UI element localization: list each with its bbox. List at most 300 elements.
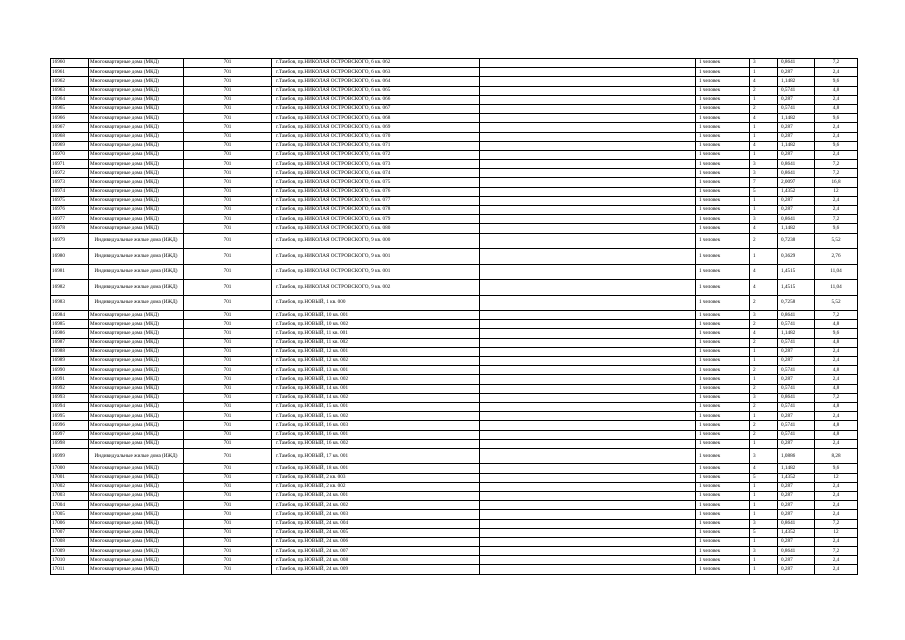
record-id-cell: 16979: [51, 233, 89, 249]
building-type-cell: Индивидуальные жилые дома (ИЖД): [89, 295, 184, 311]
coefficient-cell: 0,287: [778, 132, 815, 141]
address-cell: г.Тамбов, пр.НОВЫЙ, 1 кв. 000: [272, 295, 480, 311]
unit-cell: 1 человек: [696, 393, 750, 402]
quantity-cell: 4: [750, 464, 778, 473]
unit-cell: 1 человек: [696, 95, 750, 104]
address-cell: г.Тамбов, пр.НИКОЛАЯ ОСТРОВСКОГО, 9 кв. 000: [272, 233, 480, 249]
address-cell: г.Тамбов, пр.НОВЫЙ, 14 кв. 001: [272, 384, 480, 393]
address-cell: г.Тамбов, пр.НОВЫЙ, 18 кв. 001: [272, 464, 480, 473]
blank-cell: [480, 473, 696, 482]
coefficient-cell: 2,0097: [778, 178, 815, 187]
record-id-cell: 17005: [51, 510, 89, 519]
quantity-cell: 1: [750, 150, 778, 159]
address-cell: г.Тамбов, пр.НИКОЛАЯ ОСТРОВСКОГО, 6 кв. 068: [272, 114, 480, 123]
total-cell: 8,28: [815, 448, 858, 464]
building-type-cell: Многоквартирные дома (МКД): [89, 169, 184, 178]
blank-cell: [480, 528, 696, 537]
address-cell: г.Тамбов, пр.НОВЫЙ, 24 кв. 006: [272, 537, 480, 546]
address-cell: г.Тамбов, пр.НОВЫЙ, 12 кв. 001: [272, 347, 480, 356]
blank-cell: [480, 233, 696, 249]
unit-cell: 1 человек: [696, 556, 750, 565]
quantity-cell: 2: [750, 295, 778, 311]
coefficient-cell: 0,287: [778, 150, 815, 159]
unit-cell: 1 человек: [696, 439, 750, 448]
blank-cell: [480, 77, 696, 86]
unit-cell: 1 человек: [696, 421, 750, 430]
code-cell: 701: [184, 233, 272, 249]
address-cell: г.Тамбов, пр.НОВЫЙ, 2 кв. 003: [272, 473, 480, 482]
record-id-cell: 16995: [51, 412, 89, 421]
blank-cell: [480, 384, 696, 393]
blank-cell: [480, 295, 696, 311]
address-cell: г.Тамбов, пр.НОВЫЙ, 24 кв. 001: [272, 491, 480, 500]
coefficient-cell: 1,1482: [778, 114, 815, 123]
coefficient-cell: 1,1482: [778, 464, 815, 473]
blank-cell: [480, 510, 696, 519]
code-cell: 701: [184, 280, 272, 296]
unit-cell: 1 человек: [696, 114, 750, 123]
unit-cell: 1 человек: [696, 384, 750, 393]
coefficient-cell: 0,287: [778, 206, 815, 215]
total-cell: 11,04: [815, 264, 858, 280]
code-cell: 701: [184, 104, 272, 113]
table-row: [51, 132, 858, 141]
table-row: [51, 77, 858, 86]
address-cell: г.Тамбов, пр.НОВЫЙ, 11 кв. 002: [272, 338, 480, 347]
blank-cell: [480, 347, 696, 356]
total-cell: 4,8: [815, 421, 858, 430]
building-type-cell: Многоквартирные дома (МКД): [89, 375, 184, 384]
blank-cell: [480, 132, 696, 141]
blank-cell: [480, 249, 696, 265]
address-cell: г.Тамбов, пр.НИКОЛАЯ ОСТРОВСКОГО, 6 кв. 077: [272, 196, 480, 205]
code-cell: 701: [184, 439, 272, 448]
address-cell: г.Тамбов, пр.НИКОЛАЯ ОСТРОВСКОГО, 6 кв. 079: [272, 215, 480, 224]
address-cell: г.Тамбов, пр.НОВЫЙ, 11 кв. 001: [272, 329, 480, 338]
unit-cell: 1 человек: [696, 347, 750, 356]
record-id-cell: 16987: [51, 338, 89, 347]
coefficient-cell: 0,287: [778, 501, 815, 510]
total-cell: 2,4: [815, 482, 858, 491]
code-cell: 701: [184, 160, 272, 169]
quantity-cell: 1: [750, 537, 778, 546]
table-row: [51, 402, 858, 411]
total-cell: 7,2: [815, 547, 858, 556]
building-type-cell: Индивидуальные жилые дома (ИЖД): [89, 264, 184, 280]
total-cell: 2,4: [815, 375, 858, 384]
code-cell: 701: [184, 366, 272, 375]
unit-cell: 1 человек: [696, 224, 750, 233]
coefficient-cell: 0,5741: [778, 338, 815, 347]
record-id-cell: 16960: [51, 59, 89, 68]
code-cell: 701: [184, 329, 272, 338]
code-cell: 701: [184, 123, 272, 132]
coefficient-cell: 0,5741: [778, 366, 815, 375]
coefficient-cell: 0,8641: [778, 215, 815, 224]
quantity-cell: 3: [750, 59, 778, 68]
unit-cell: 1 человек: [696, 59, 750, 68]
record-id-cell: 16996: [51, 421, 89, 430]
total-cell: 2,4: [815, 439, 858, 448]
total-cell: 5,52: [815, 295, 858, 311]
building-type-cell: Многоквартирные дома (МКД): [89, 59, 184, 68]
coefficient-cell: 0,8641: [778, 311, 815, 320]
blank-cell: [480, 141, 696, 150]
record-id-cell: 17002: [51, 482, 89, 491]
blank-cell: [480, 178, 696, 187]
address-cell: г.Тамбов, пр.НИКОЛАЯ ОСТРОВСКОГО, 6 кв. 075: [272, 178, 480, 187]
code-cell: 701: [184, 473, 272, 482]
address-cell: г.Тамбов, пр.НОВЫЙ, 24 кв. 008: [272, 556, 480, 565]
code-cell: 701: [184, 86, 272, 95]
building-type-cell: Многоквартирные дома (МКД): [89, 329, 184, 338]
address-cell: г.Тамбов, пр.НОВЫЙ, 13 кв. 002: [272, 375, 480, 384]
coefficient-cell: 0,287: [778, 537, 815, 546]
unit-cell: 1 человек: [696, 510, 750, 519]
coefficient-cell: 0,8641: [778, 519, 815, 528]
unit-cell: 1 человек: [696, 77, 750, 86]
blank-cell: [480, 366, 696, 375]
total-cell: 2,4: [815, 95, 858, 104]
coefficient-cell: 1,1482: [778, 141, 815, 150]
record-id-cell: 16973: [51, 178, 89, 187]
blank-cell: [480, 196, 696, 205]
address-cell: г.Тамбов, пр.НИКОЛАЯ ОСТРОВСКОГО, 6 кв. 078: [272, 206, 480, 215]
total-cell: 2,4: [815, 501, 858, 510]
coefficient-cell: 0,287: [778, 357, 815, 366]
address-cell: г.Тамбов, пр.НОВЫЙ, 15 кв. 002: [272, 412, 480, 421]
quantity-cell: 1: [750, 501, 778, 510]
code-cell: 701: [184, 249, 272, 265]
blank-cell: [480, 547, 696, 556]
quantity-cell: 2: [750, 86, 778, 95]
unit-cell: 1 человек: [696, 295, 750, 311]
unit-cell: 1 человек: [696, 402, 750, 411]
address-cell: г.Тамбов, пр.НОВЫЙ, 15 кв. 001: [272, 402, 480, 411]
table-row: [51, 412, 858, 421]
blank-cell: [480, 86, 696, 95]
code-cell: 701: [184, 430, 272, 439]
unit-cell: 1 человек: [696, 491, 750, 500]
code-cell: 701: [184, 311, 272, 320]
table-row: [51, 311, 858, 320]
quantity-cell: 3: [750, 519, 778, 528]
code-cell: 701: [184, 501, 272, 510]
unit-cell: 1 человек: [696, 448, 750, 464]
table-row: [51, 215, 858, 224]
unit-cell: 1 человек: [696, 104, 750, 113]
total-cell: 9,6: [815, 114, 858, 123]
quantity-cell: 5: [750, 473, 778, 482]
building-type-cell: Многоквартирные дома (МКД): [89, 178, 184, 187]
code-cell: 701: [184, 537, 272, 546]
total-cell: 4,8: [815, 384, 858, 393]
table-row: [51, 338, 858, 347]
table-row: [51, 264, 858, 280]
unit-cell: 1 человек: [696, 329, 750, 338]
record-id-cell: 16964: [51, 95, 89, 104]
coefficient-cell: 0,287: [778, 412, 815, 421]
unit-cell: 1 человек: [696, 169, 750, 178]
blank-cell: [480, 160, 696, 169]
total-cell: 9,6: [815, 77, 858, 86]
address-cell: г.Тамбов, пр.НИКОЛАЯ ОСТРОВСКОГО, 6 кв. 066: [272, 95, 480, 104]
unit-cell: 1 человек: [696, 565, 750, 574]
table-row: [51, 329, 858, 338]
blank-cell: [480, 280, 696, 296]
code-cell: 701: [184, 178, 272, 187]
blank-cell: [480, 402, 696, 411]
address-cell: г.Тамбов, пр.НИКОЛАЯ ОСТРОВСКОГО, 6 кв. 070: [272, 132, 480, 141]
total-cell: 2,4: [815, 196, 858, 205]
address-cell: г.Тамбов, пр.НИКОЛАЯ ОСТРОВСКОГО, 6 кв. 062: [272, 59, 480, 68]
building-type-cell: Многоквартирные дома (МКД): [89, 196, 184, 205]
code-cell: 701: [184, 547, 272, 556]
unit-cell: 1 человек: [696, 338, 750, 347]
table-row: [51, 233, 858, 249]
code-cell: 701: [184, 528, 272, 537]
record-id-cell: 16988: [51, 347, 89, 356]
blank-cell: [480, 448, 696, 464]
unit-cell: 1 человек: [696, 311, 750, 320]
coefficient-cell: 0,8641: [778, 393, 815, 402]
quantity-cell: 4: [750, 114, 778, 123]
code-cell: 701: [184, 375, 272, 384]
quantity-cell: 4: [750, 280, 778, 296]
address-cell: г.Тамбов, пр.НОВЫЙ, 14 кв. 002: [272, 393, 480, 402]
total-cell: 12: [815, 187, 858, 196]
total-cell: 2,4: [815, 68, 858, 77]
quantity-cell: 2: [750, 104, 778, 113]
blank-cell: [480, 464, 696, 473]
coefficient-cell: 0,287: [778, 491, 815, 500]
address-cell: г.Тамбов, пр.НИКОЛАЯ ОСТРОВСКОГО, 6 кв. 080: [272, 224, 480, 233]
building-type-cell: Многоквартирные дома (МКД): [89, 114, 184, 123]
total-cell: 4,8: [815, 104, 858, 113]
table-row: [51, 320, 858, 329]
blank-cell: [480, 439, 696, 448]
code-cell: 701: [184, 95, 272, 104]
coefficient-cell: 0,287: [778, 347, 815, 356]
blank-cell: [480, 375, 696, 384]
unit-cell: 1 человек: [696, 412, 750, 421]
unit-cell: 1 человек: [696, 473, 750, 482]
coefficient-cell: 1,1482: [778, 77, 815, 86]
address-cell: г.Тамбов, пр.НИКОЛАЯ ОСТРОВСКОГО, 6 кв. 069: [272, 123, 480, 132]
table-row: [51, 421, 858, 430]
building-type-cell: Многоквартирные дома (МКД): [89, 510, 184, 519]
table-body: [51, 59, 858, 575]
table-row: [51, 519, 858, 528]
quantity-cell: 1: [750, 249, 778, 265]
table-row: [51, 59, 858, 68]
coefficient-cell: 0,287: [778, 68, 815, 77]
coefficient-cell: 0,287: [778, 482, 815, 491]
unit-cell: 1 человек: [696, 547, 750, 556]
table-row: [51, 393, 858, 402]
quantity-cell: 1: [750, 347, 778, 356]
table-row: [51, 68, 858, 77]
total-cell: 4,8: [815, 402, 858, 411]
code-cell: 701: [184, 519, 272, 528]
total-cell: 2,4: [815, 565, 858, 574]
quantity-cell: 1: [750, 206, 778, 215]
code-cell: 701: [184, 206, 272, 215]
code-cell: 701: [184, 338, 272, 347]
address-cell: г.Тамбов, пр.НИКОЛАЯ ОСТРОВСКОГО, 6 кв. 074: [272, 169, 480, 178]
blank-cell: [480, 491, 696, 500]
code-cell: 701: [184, 482, 272, 491]
code-cell: 701: [184, 68, 272, 77]
quantity-cell: 2: [750, 320, 778, 329]
total-cell: 2,4: [815, 132, 858, 141]
blank-cell: [480, 482, 696, 491]
address-cell: г.Тамбов, пр.НОВЫЙ, 10 кв. 002: [272, 320, 480, 329]
building-type-cell: Многоквартирные дома (МКД): [89, 95, 184, 104]
unit-cell: 1 человек: [696, 482, 750, 491]
coefficient-cell: 1,4352: [778, 187, 815, 196]
building-type-cell: Многоквартирные дома (МКД): [89, 141, 184, 150]
total-cell: 9,6: [815, 329, 858, 338]
building-type-cell: Многоквартирные дома (МКД): [89, 132, 184, 141]
unit-cell: 1 человек: [696, 132, 750, 141]
building-type-cell: Многоквартирные дома (МКД): [89, 482, 184, 491]
total-cell: 4,8: [815, 320, 858, 329]
total-cell: 2,4: [815, 150, 858, 159]
record-id-cell: 16982: [51, 280, 89, 296]
total-cell: 2,76: [815, 249, 858, 265]
record-id-cell: 16963: [51, 86, 89, 95]
record-id-cell: 16984: [51, 311, 89, 320]
code-cell: 701: [184, 114, 272, 123]
unit-cell: 1 человек: [696, 141, 750, 150]
unit-cell: 1 человек: [696, 357, 750, 366]
quantity-cell: 2: [750, 384, 778, 393]
table-row: [51, 491, 858, 500]
building-type-cell: Индивидуальные жилые дома (ИЖД): [89, 233, 184, 249]
unit-cell: 1 человек: [696, 249, 750, 265]
building-type-cell: Многоквартирные дома (МКД): [89, 150, 184, 159]
code-cell: 701: [184, 77, 272, 86]
address-cell: г.Тамбов, пр.НИКОЛАЯ ОСТРОВСКОГО, 6 кв. 076: [272, 187, 480, 196]
record-id-cell: 16967: [51, 123, 89, 132]
quantity-cell: 4: [750, 77, 778, 86]
building-type-cell: Многоквартирные дома (МКД): [89, 366, 184, 375]
code-cell: 701: [184, 412, 272, 421]
unit-cell: 1 человек: [696, 430, 750, 439]
address-cell: г.Тамбов, пр.НИКОЛАЯ ОСТРОВСКОГО, 6 кв. 067: [272, 104, 480, 113]
total-cell: 7,2: [815, 519, 858, 528]
coefficient-cell: 0,287: [778, 556, 815, 565]
code-cell: 701: [184, 264, 272, 280]
table-row: [51, 439, 858, 448]
table-row: [51, 295, 858, 311]
quantity-cell: 3: [750, 448, 778, 464]
blank-cell: [480, 421, 696, 430]
address-cell: г.Тамбов, пр.НОВЫЙ, 16 кв. 002: [272, 439, 480, 448]
unit-cell: 1 человек: [696, 280, 750, 296]
record-id-cell: 16966: [51, 114, 89, 123]
coefficient-cell: 1,1482: [778, 224, 815, 233]
address-cell: г.Тамбов, пр.НИКОЛАЯ ОСТРОВСКОГО, 6 кв. 072: [272, 150, 480, 159]
record-id-cell: 17007: [51, 528, 89, 537]
total-cell: 4,8: [815, 430, 858, 439]
coefficient-cell: 1,4352: [778, 528, 815, 537]
code-cell: 701: [184, 141, 272, 150]
code-cell: 701: [184, 59, 272, 68]
building-type-cell: Индивидуальные жилые дома (ИЖД): [89, 448, 184, 464]
code-cell: 701: [184, 448, 272, 464]
code-cell: 701: [184, 357, 272, 366]
record-id-cell: 16972: [51, 169, 89, 178]
unit-cell: 1 человек: [696, 528, 750, 537]
code-cell: 701: [184, 556, 272, 565]
quantity-cell: 3: [750, 160, 778, 169]
unit-cell: 1 человек: [696, 178, 750, 187]
blank-cell: [480, 104, 696, 113]
code-cell: 701: [184, 150, 272, 159]
table-row: [51, 86, 858, 95]
unit-cell: 1 человек: [696, 68, 750, 77]
total-cell: 7,2: [815, 169, 858, 178]
coefficient-cell: 0,8641: [778, 160, 815, 169]
table-row: [51, 224, 858, 233]
record-id-cell: 16974: [51, 187, 89, 196]
record-id-cell: 17009: [51, 547, 89, 556]
table-row: [51, 141, 858, 150]
code-cell: 701: [184, 393, 272, 402]
table-row: [51, 510, 858, 519]
table-row: [51, 430, 858, 439]
record-id-cell: 16986: [51, 329, 89, 338]
address-cell: г.Тамбов, пр.НОВЫЙ, 12 кв. 002: [272, 357, 480, 366]
table-row: [51, 187, 858, 196]
blank-cell: [480, 519, 696, 528]
record-id-cell: 16977: [51, 215, 89, 224]
table-row: [51, 178, 858, 187]
record-id-cell: 16970: [51, 150, 89, 159]
quantity-cell: 2: [750, 421, 778, 430]
quantity-cell: 2: [750, 366, 778, 375]
record-id-cell: 16981: [51, 264, 89, 280]
address-cell: г.Тамбов, пр.НИКОЛАЯ ОСТРОВСКОГО, 9 кв. 001: [272, 264, 480, 280]
code-cell: 701: [184, 196, 272, 205]
coefficient-cell: 0,5741: [778, 384, 815, 393]
table-row: [51, 384, 858, 393]
coefficient-cell: 0,287: [778, 565, 815, 574]
table-row: [51, 114, 858, 123]
code-cell: 701: [184, 510, 272, 519]
blank-cell: [480, 338, 696, 347]
record-id-cell: 16992: [51, 384, 89, 393]
blank-cell: [480, 393, 696, 402]
record-id-cell: 16999: [51, 448, 89, 464]
table-row: [51, 482, 858, 491]
building-type-cell: Многоквартирные дома (МКД): [89, 473, 184, 482]
quantity-cell: 3: [750, 215, 778, 224]
quantity-cell: 7: [750, 178, 778, 187]
record-id-cell: 16998: [51, 439, 89, 448]
table-row: [51, 347, 858, 356]
table-row: [51, 150, 858, 159]
unit-cell: 1 человек: [696, 215, 750, 224]
building-type-cell: Многоквартирные дома (МКД): [89, 311, 184, 320]
total-cell: 9,6: [815, 141, 858, 150]
unit-cell: 1 человек: [696, 320, 750, 329]
unit-cell: 1 человек: [696, 206, 750, 215]
building-type-cell: Многоквартирные дома (МКД): [89, 104, 184, 113]
building-type-cell: Многоквартирные дома (МКД): [89, 519, 184, 528]
